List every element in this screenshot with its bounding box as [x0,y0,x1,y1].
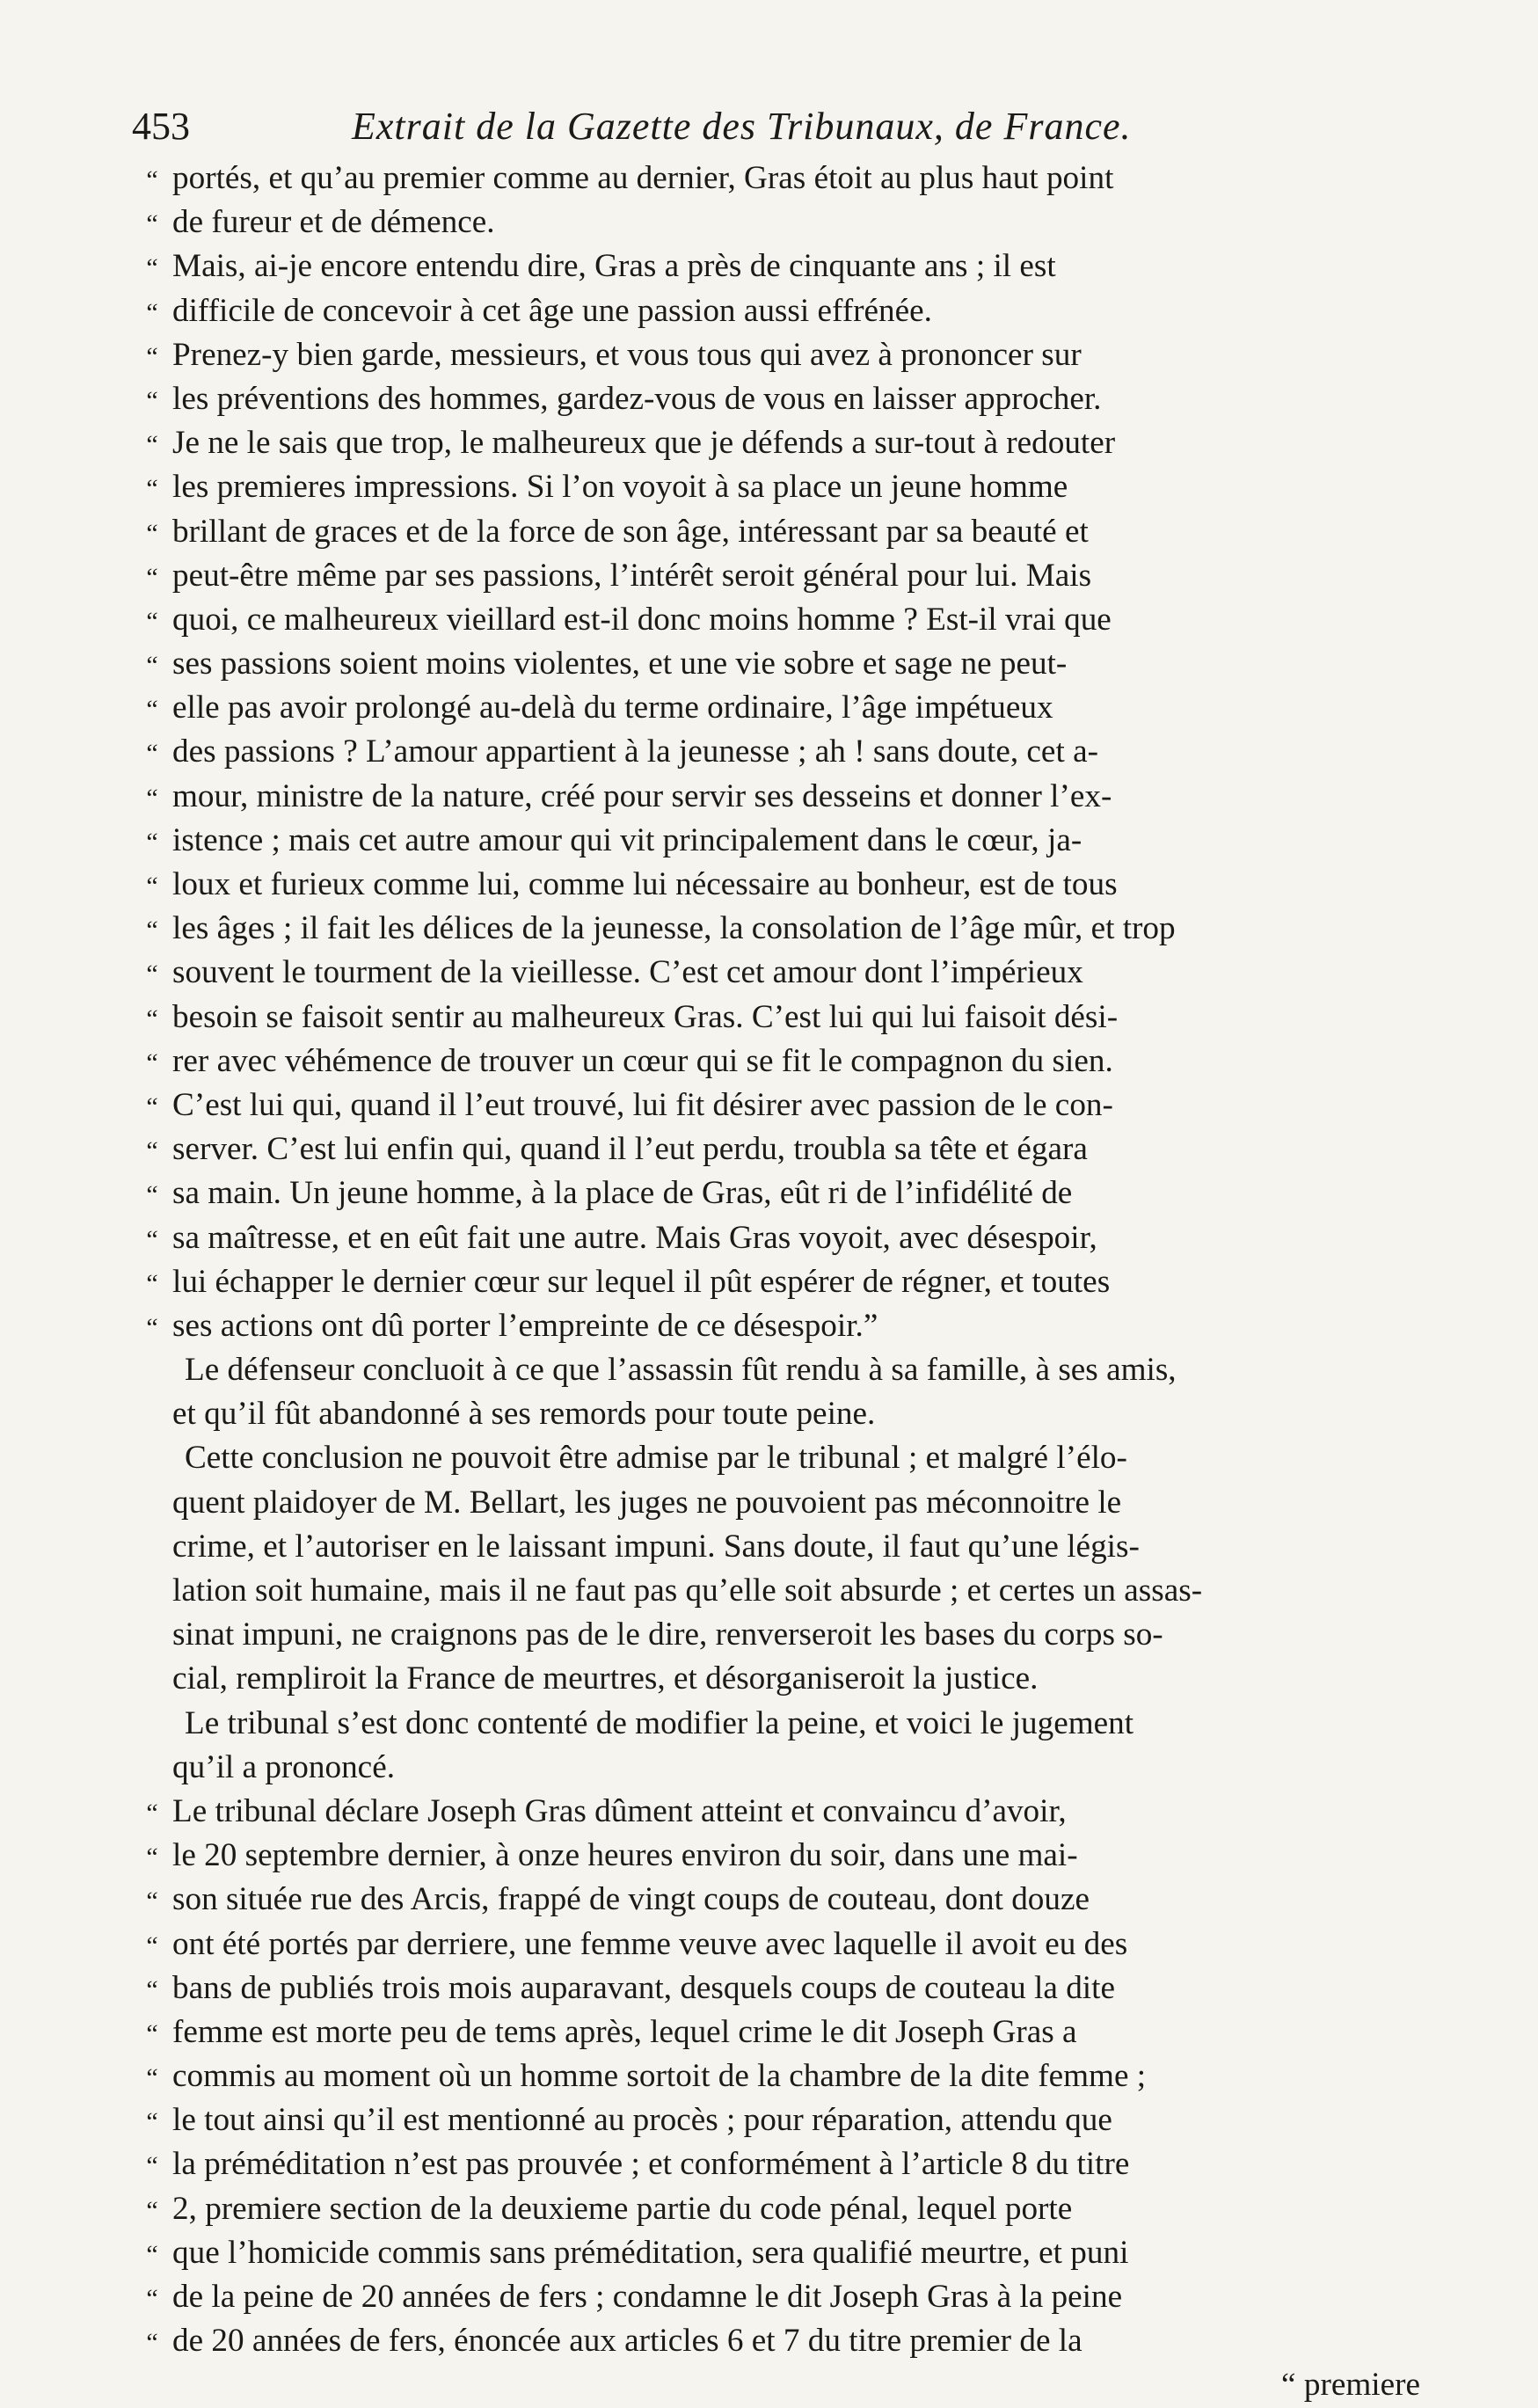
line-text: lation soit humaine, mais il ne faut pas qu’elle soit absurde ; et certes un assas- [172,1572,1203,1609]
text-line [132,2319,1442,2363]
line-text: 2, premiere section de la deuxieme partie du code pénal, lequel porte [172,2190,1073,2227]
quote-mark: “ [146,1003,158,1033]
text-line [132,951,1442,995]
quote-mark: “ [146,2018,158,2048]
text-line [132,1127,1442,1171]
line-text: commis au moment où un homme sortoit de la chambre de la dite femme ; [172,2058,1147,2095]
text-line [132,421,1442,465]
text-line [132,686,1442,730]
running-title: Extrait de la Gazette des Tribunaux, de France. [352,105,1132,148]
line-text: Mais, ai-je encore entendu dire, Gras a près de cinquante ans ; il est [172,248,1056,285]
line-text: sinat impuni, ne craignons pas de le dire, renverseroit les bases du corps so- [172,1616,1163,1653]
line-text: Cette conclusion ne pouvoit être admise par le tribunal ; et malgré l’élo- [185,1440,1127,1477]
body-text [132,157,1442,2408]
text-line [132,819,1442,863]
line-text: le 20 septembre dernier, à onze heures environ du soir, dans une mai- [172,1837,1078,1874]
page-number: 453 [132,105,190,148]
quote-mark: “ [146,2107,158,2137]
text-line [132,1392,1442,1436]
text-line [132,1878,1442,1922]
text-line [132,1702,1442,1746]
text-line [132,1790,1442,1834]
quote-mark: “ [146,695,158,725]
line-text: mour, ministre de la nature, créé pour servir ses desseins et donner l’ex- [172,777,1112,814]
text-line [132,730,1442,774]
text-line [132,1040,1442,1084]
quote-mark: “ [146,430,158,460]
quote-mark: “ [146,2239,158,2269]
text-line [132,1481,1442,1525]
text-line [132,1436,1442,1480]
text-line [132,1967,1442,2010]
text-line [132,510,1442,554]
line-text: cial, rempliroit la France de meurtres, et désorganiseroit la justice. [172,1660,1039,1697]
line-text: brillant de graces et de la force de son âge, intéressant par sa beauté et [172,513,1089,550]
line-text: les premieres impressions. Si l’on voyoit à sa place un jeune homme [172,469,1068,506]
quote-mark: “ [146,562,158,592]
line-text: Le tribunal s’est donc contenté de modifier la peine, et voici le jugement [185,1704,1134,1741]
quote-mark: “ [146,1886,158,1916]
text-line [132,2142,1442,2186]
line-text: son située rue des Arcis, frappé de vingt coups de couteau, dont douze [172,1881,1090,1918]
line-text: femme est morte peu de tems après, lequel crime le dit Joseph Gras a [172,2013,1077,2050]
quote-mark: “ [146,518,158,548]
text-line [132,289,1442,333]
text-line [132,2010,1442,2054]
text-line [132,775,1442,819]
text-line [132,1348,1442,1392]
line-text: C’est lui qui, quand il l’eut trouvé, lui fit désirer avec passion de le con- [172,1086,1113,1123]
line-text: lui échapper le dernier cœur sur lequel il pût espérer de régner, et toutes [172,1263,1111,1300]
quote-mark: “ [146,1268,158,1298]
line-text: Le défenseur concluoit à ce que l’assassin fût rendu à sa famille, à ses amis, [185,1352,1177,1389]
text-line [132,2187,1442,2231]
text-line [132,2098,1442,2142]
line-text: de 20 années de fers, énoncée aux articles 6 et 7 du titre premier de la [172,2323,1082,2360]
text-line [132,1923,1442,1967]
quote-mark: “ [146,1091,158,1121]
line-text: les âges ; il fait les délices de la jeunesse, la consolation de l’âge mûr, et trop [172,910,1176,947]
text-line [132,1746,1442,1790]
line-text: et qu’il fût abandonné à ses remords pour toute peine. [172,1396,876,1433]
line-text: la préméditation n’est pas prouvée ; et conformément à l’article 8 du titre [172,2146,1130,2183]
line-text: loux et furieux comme lui, comme lui nécessaire au bonheur, est de tous [172,866,1118,902]
quote-mark: “ [146,385,158,415]
quote-mark: “ [146,872,158,901]
line-text: les préventions des hommes, gardez-vous de vous en laisser approcher. [172,380,1102,417]
text-line [132,996,1442,1040]
quote-mark: “ [146,2284,158,2313]
line-text: quent plaidoyer de M. Bellart, les juges ne pouvoient pas méconnoitre le [172,1484,1122,1521]
quote-mark: “ [146,2151,158,2181]
quote-mark: “ [146,341,158,371]
text-line [132,863,1442,907]
line-text: besoin se faisoit sentir au malheureux Gras. C’est lui qui lui faisoit dési- [172,998,1119,1035]
line-text: Je ne le sais que trop, le malheureux que je défends a sur-tout à redouter [172,425,1116,462]
line-text: Le tribunal déclare Joseph Gras dûment atteint et convaincu d’avoir, [172,1792,1067,1829]
quote-mark: “ [146,1798,158,1828]
line-text: le tout ainsi qu’il est mentionné au procès ; pour réparation, attendu que [172,2102,1112,2139]
text-line [132,554,1442,598]
line-text: ses actions ont dû porter l’empreinte de ce désespoir.” [172,1307,878,1344]
text-line [132,377,1442,421]
text-line [132,2054,1442,2098]
quote-mark: “ [146,916,158,945]
quote-mark: “ [146,960,158,989]
quote-mark: “ [146,2063,158,2093]
text-line [132,2231,1442,2275]
line-text: ses passions soient moins violentes, et une vie sobre et sage ne peut- [172,646,1068,682]
quote-mark: “ [146,1224,158,1254]
quote-mark: “ [146,1930,158,1960]
line-text: que l’homicide commis sans préméditation, sera qualifié meurtre, et puni [172,2234,1129,2271]
text-line [132,201,1442,244]
quote-mark: “ [146,827,158,857]
text-line [132,1657,1442,1701]
text-line [132,1525,1442,1569]
quote-mark: “ [146,1312,158,1342]
line-text: rer avec véhémence de trouver un cœur qui se fit le compagnon du sien. [172,1042,1113,1079]
quote-mark: “ [146,253,158,283]
line-text: Prenez-y bien garde, messieurs, et vous tous qui avez à prononcer sur [172,336,1082,373]
text-line [132,2275,1442,2319]
text-line [132,333,1442,377]
quote-mark: “ [146,1842,158,1872]
quote-mark: “ [146,1974,158,2004]
text-line [132,1613,1442,1657]
line-text: de la peine de 20 années de fers ; condamne le dit Joseph Gras à la peine [172,2279,1123,2315]
catchword: “ premiere [1281,2367,1420,2404]
quote-mark: “ [146,474,158,504]
text-line [132,598,1442,642]
quote-mark: “ [146,165,158,194]
line-text: bans de publiés trois mois auparavant, desquels coups de couteau la dite [172,1969,1115,2006]
line-text: des passions ? L’amour appartient à la jeunesse ; ah ! sans doute, cet a- [172,733,1098,770]
quote-mark: “ [146,606,158,636]
line-text: crime, et l’autoriser en le laissant impuni. Sans doute, il faut qu’une légis- [172,1528,1140,1565]
text-line [132,1216,1442,1260]
text-line [132,244,1442,288]
text-line [132,1260,1442,1304]
quote-mark: “ [146,1136,158,1166]
line-text: de fureur et de démence. [172,204,495,241]
quote-mark: “ [146,297,158,327]
line-text: server. C’est lui enfin qui, quand il l’eut perdu, troubla sa tête et égara [172,1131,1088,1168]
line-text: elle pas avoir prolongé au-delà du terme ordinaire, l’âge impétueux [172,690,1053,726]
text-line [132,1171,1442,1215]
quote-mark: “ [146,1180,158,1210]
quote-mark: “ [146,1047,158,1077]
quote-mark: “ [146,783,158,813]
line-text: sa maîtresse, et en eût fait une autre. Mais Gras voyoit, avec désespoir, [172,1219,1097,1256]
text-line [132,1084,1442,1127]
line-text: istence ; mais cet autre amour qui vit principalement dans le cœur, ja- [172,821,1082,858]
text-line [132,1304,1442,1348]
text-line [132,1569,1442,1613]
quote-mark: “ [146,651,158,681]
line-text: ont été portés par derriere, une femme veuve avec laquelle il avoit eu des [172,1925,1128,1962]
quote-mark: “ [146,209,158,239]
text-line [132,465,1442,509]
line-text: sa main. Un jeune homme, à la place de Gras, eût ri de l’infidélité de [172,1175,1073,1212]
text-line [132,642,1442,686]
line-text: quoi, ce malheureux vieillard est-il donc moins homme ? Est-il vrai que [172,601,1112,638]
quote-mark: “ [146,2328,158,2358]
line-text: qu’il a prononcé. [172,1748,395,1785]
line-text: souvent le tourment de la vieillesse. C’est cet amour dont l’impérieux [172,954,1083,991]
quote-mark: “ [146,739,158,769]
line-text: peut-être même par ses passions, l’intérêt seroit général pour lui. Mais [172,557,1092,594]
quote-mark: “ [146,2195,158,2225]
line-text: portés, et qu’au premier comme au dernier, Gras étoit au plus haut point [172,160,1114,196]
line-text: difficile de concevoir à cet âge une passion aussi effrénée. [172,292,932,329]
text-line [132,1834,1442,1878]
text-line [132,907,1442,951]
text-line [132,157,1442,201]
